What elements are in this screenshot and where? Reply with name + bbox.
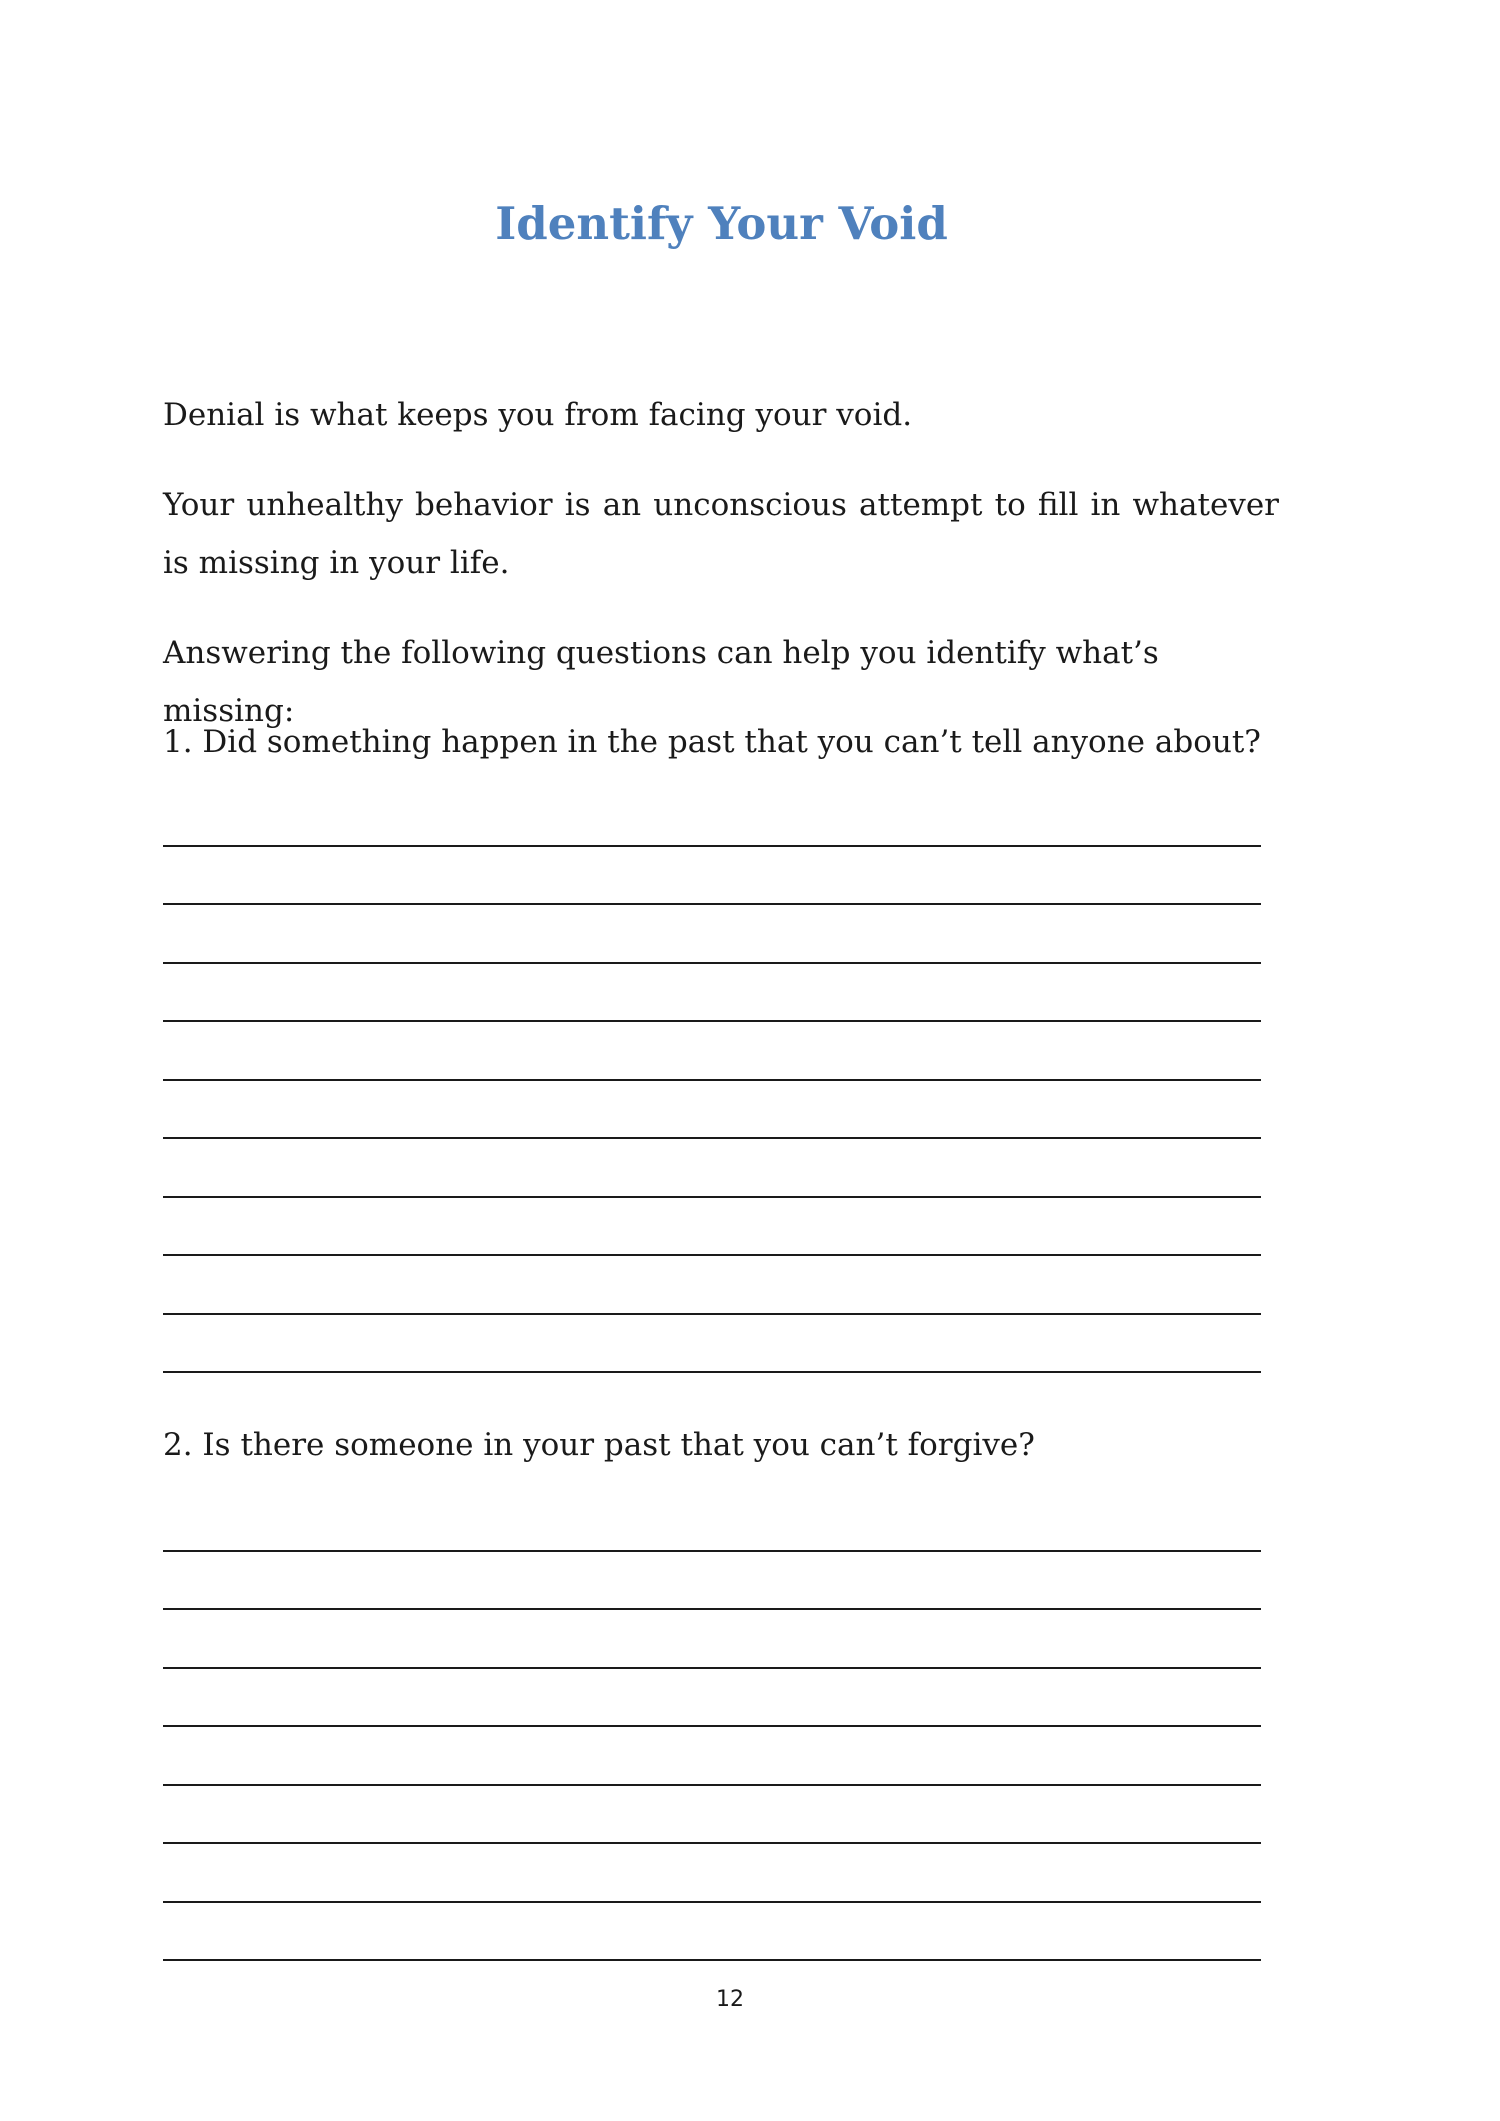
paragraph-denial: Denial is what keeps you from facing your void. [163,397,913,433]
answer-line[interactable] [163,1139,1261,1198]
answer-line[interactable] [163,1315,1261,1374]
answer-line[interactable] [163,847,1261,906]
question-2: 2. Is there someone in your past that you can’t forgive? [163,1427,1035,1463]
answer-line[interactable] [163,788,1261,847]
answer-lines-question-1 [163,788,1261,1373]
answer-line[interactable] [163,1610,1261,1669]
answer-line[interactable] [163,1727,1261,1786]
paragraph-unhealthy-behavior: Your unhealthy behavior is an unconscious attempt to fill in whatever is missing in your life. [163,487,1279,581]
answer-line[interactable] [163,1198,1261,1257]
answer-line[interactable] [163,1493,1261,1552]
answer-line[interactable] [163,1552,1261,1611]
page-number: 12 [716,1987,744,2012]
answer-line[interactable] [163,1022,1261,1081]
answer-line[interactable] [163,1256,1261,1315]
answer-line[interactable] [163,1081,1261,1140]
answer-line[interactable] [163,1669,1261,1728]
question-1: 1. Did something happen in the past that you can’t tell anyone about? [163,724,1261,760]
page-title: Identify Your Void [495,197,948,250]
answer-line[interactable] [163,1786,1261,1845]
answer-line[interactable] [163,905,1261,964]
answer-line[interactable] [163,1903,1261,1962]
paragraph-instructions: Answering the following questions can help you identify what’s missing: [163,635,1159,729]
answer-line[interactable] [163,964,1261,1023]
answer-line[interactable] [163,1844,1261,1903]
answer-lines-question-2 [163,1493,1261,1961]
